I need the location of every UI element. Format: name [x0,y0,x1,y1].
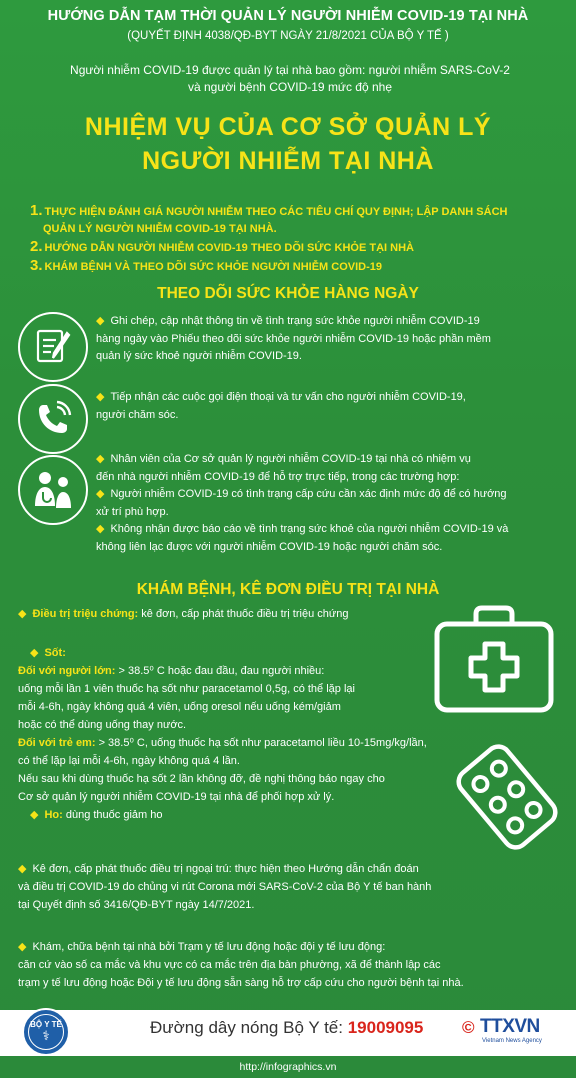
diamond-bullet-icon: ◆ [30,647,39,659]
diamond-bullet-icon: ◆ [18,608,27,620]
pill-blister-icon [452,742,562,852]
task-list [30,202,570,276]
diamond-bullet-icon: ◆ [30,809,39,821]
monitoring-item-3: ◆ Nhân viên của Cơ sở quản lý người nhiễm COVID-19 tại nhà có nhiệm vụ đến nhà người nhiễm COVID-19 để hỗ trợ trực tiếp, trong các trường hợp: ◆ Người nhiễm COVID-19 có tình trạng cấp cứu cần xác định mức độ để có hướng xử trí phù hợp. ◆ Không nhận được báo cáo về tình trạng sức khoẻ của người nhiễm COVID-19 và không liên lạc được với người nhiễm COVID-19 hoặc người chăm sóc. [96,453,509,553]
intro-line: và người bệnh COVID-19 mức độ nhẹ [187,80,393,94]
monitoring-item-1: ◆ Ghi chép, cập nhật thông tin về tình trạng sức khỏe người nhiễm COVID-19 hàng ngày vào Phiếu theo dõi sức khỏe người nhiễm COVID-19 hoặc phần mềm quản lý sức khoẻ người nhiễm COVID-19. [96,315,491,362]
outpatient-treatment: ◆ Kê đơn, cấp phát thuốc điều trị ngoại trú: thực hiện theo Hướng dẫn chẩn đoán và điều trị COVID-19 do chủng vi rút Corona mới SARS-CoV-2 của Bộ Y tế ban hành tại Quyết định số 3416/QĐ-BYT ngày 14/7/2021. [18,863,432,911]
symptom-treatment: ◆ Điều trị triệu chứng: kê đơn, cấp phát thuốc điều trị triệu chứng [18,608,349,620]
diamond-bullet-icon: ◆ [96,391,105,403]
monitoring-item-2: ◆ Tiếp nhận các cuộc gọi điện thoại và tư vấn cho người nhiễm COVID-19, người chăm sóc. [96,391,466,421]
diamond-bullet-icon: ◆ [96,315,105,327]
diamond-bullet-icon: ◆ [96,453,105,465]
hotline-text: Đường dây nóng Bộ Y tế: 19009095 [150,1018,424,1037]
medical-staff-icon [18,455,88,525]
ttxvn-logo: © TTXVN Vietnam News Agency [462,1016,542,1044]
diamond-bullet-icon: ◆ [96,523,105,535]
page-title: HƯỚNG DẪN TẠM THỜI QUẢN LÝ NGƯỜI NHIỄM COVID-19 TẠI NHÀ [47,8,529,24]
mission-heading-line: NGƯỜI NHIỄM TẠI NHÀ [142,147,434,175]
hotline-number[interactable]: 19009095 [347,1018,424,1037]
phone-icon [18,384,88,454]
diamond-bullet-icon: ◆ [18,863,27,875]
mission-heading [0,110,576,178]
footer-url[interactable]: http://infographics.vn [0,1056,576,1078]
copyright-icon: © [462,1018,475,1037]
intro-line: Người nhiễm COVID-19 được quản lý tại nhà bao gồm: người nhiễm SARS-CoV-2 [70,63,510,77]
mission-heading-line: NHIỆM VỤ CỦA CƠ SỞ QUẢN LÝ [84,113,492,141]
notes-icon [18,312,88,382]
fever-section: ◆ Sốt: Đối với người lớn: > 38.5⁰ C hoặc đau đầu, đau người nhiều: uống mỗi lần 1 viên thuốc hạ sốt như paracetamol 0,5g, có thể lặp lại mỗi 4-6h, ngày không quá 4 viên, uống oresol nếu uống kém/giảm hoặc có thể dùng uống thay nước. Đối với trẻ em: > 38.5⁰ C, uống thuốc hạ sốt như paracetamol liều 10-15mg/kg/lần, có thể lặp lại mỗi 4-6h, ngày không quá 4 lần. Nếu sau khi dùng thuốc hạ sốt 2 lần không đỡ, đề nghị thông báo ngay cho Cơ sở quản lý người nhiễm COVID-19 tại nhà để phối hợp xử lý. ◆ Ho: dùng thuốc giảm ho [18,647,427,821]
page-subtitle: (QUYẾT ĐỊNH 4038/QĐ-BYT NGÀY 21/8/2021 CỦA BỘ Y TẾ ) [127,30,449,42]
task-item: 2. HƯỚNG DẪN NGƯỜI NHIỄM COVID-19 THEO DÕI SỨC KHỎE TẠI NHÀ [30,238,414,255]
diamond-bullet-icon: ◆ [18,941,27,953]
diamond-bullet-icon: ◆ [96,488,105,500]
task-item: 1. THỰC HIỆN ĐÁNH GIÁ NGƯỜI NHIỄM THEO CÁC TIÊU CHÍ QUY ĐỊNH; LẬP DANH SÁCH [30,202,508,219]
mobile-medical-team: ◆ Khám, chữa bệnh tại nhà bởi Trạm y tế lưu động hoặc đội y tế lưu động: căn cứ vào số ca mắc và khu vực có ca mắc trên địa bàn phường, xã để thành lập các trạm y tế lưu động hoặc Đội y tế lưu động sẵn sàng hỗ trợ cấp cứu cho người bệnh tại nhà. [18,941,464,989]
task-item: 3. KHÁM BỆNH VÀ THEO DÕI SỨC KHỎE NGƯỜI NHIỄM COVID-19 [30,257,383,274]
monitoring-heading: THEO DÕI SỨC KHỎE HÀNG NGÀY [157,285,419,302]
treatment-heading: KHÁM BỆNH, KÊ ĐƠN ĐIỀU TRỊ TẠI NHÀ [136,581,440,598]
ministry-of-health-logo: BỘ Y TẾ ⚕ [22,1008,70,1056]
task-item-cont: QUẢN LÝ NGƯỜI NHIỄM COVID-19 TẠI NHÀ. [43,223,277,235]
intro-text [40,62,540,96]
first-aid-kit-icon [432,604,556,714]
